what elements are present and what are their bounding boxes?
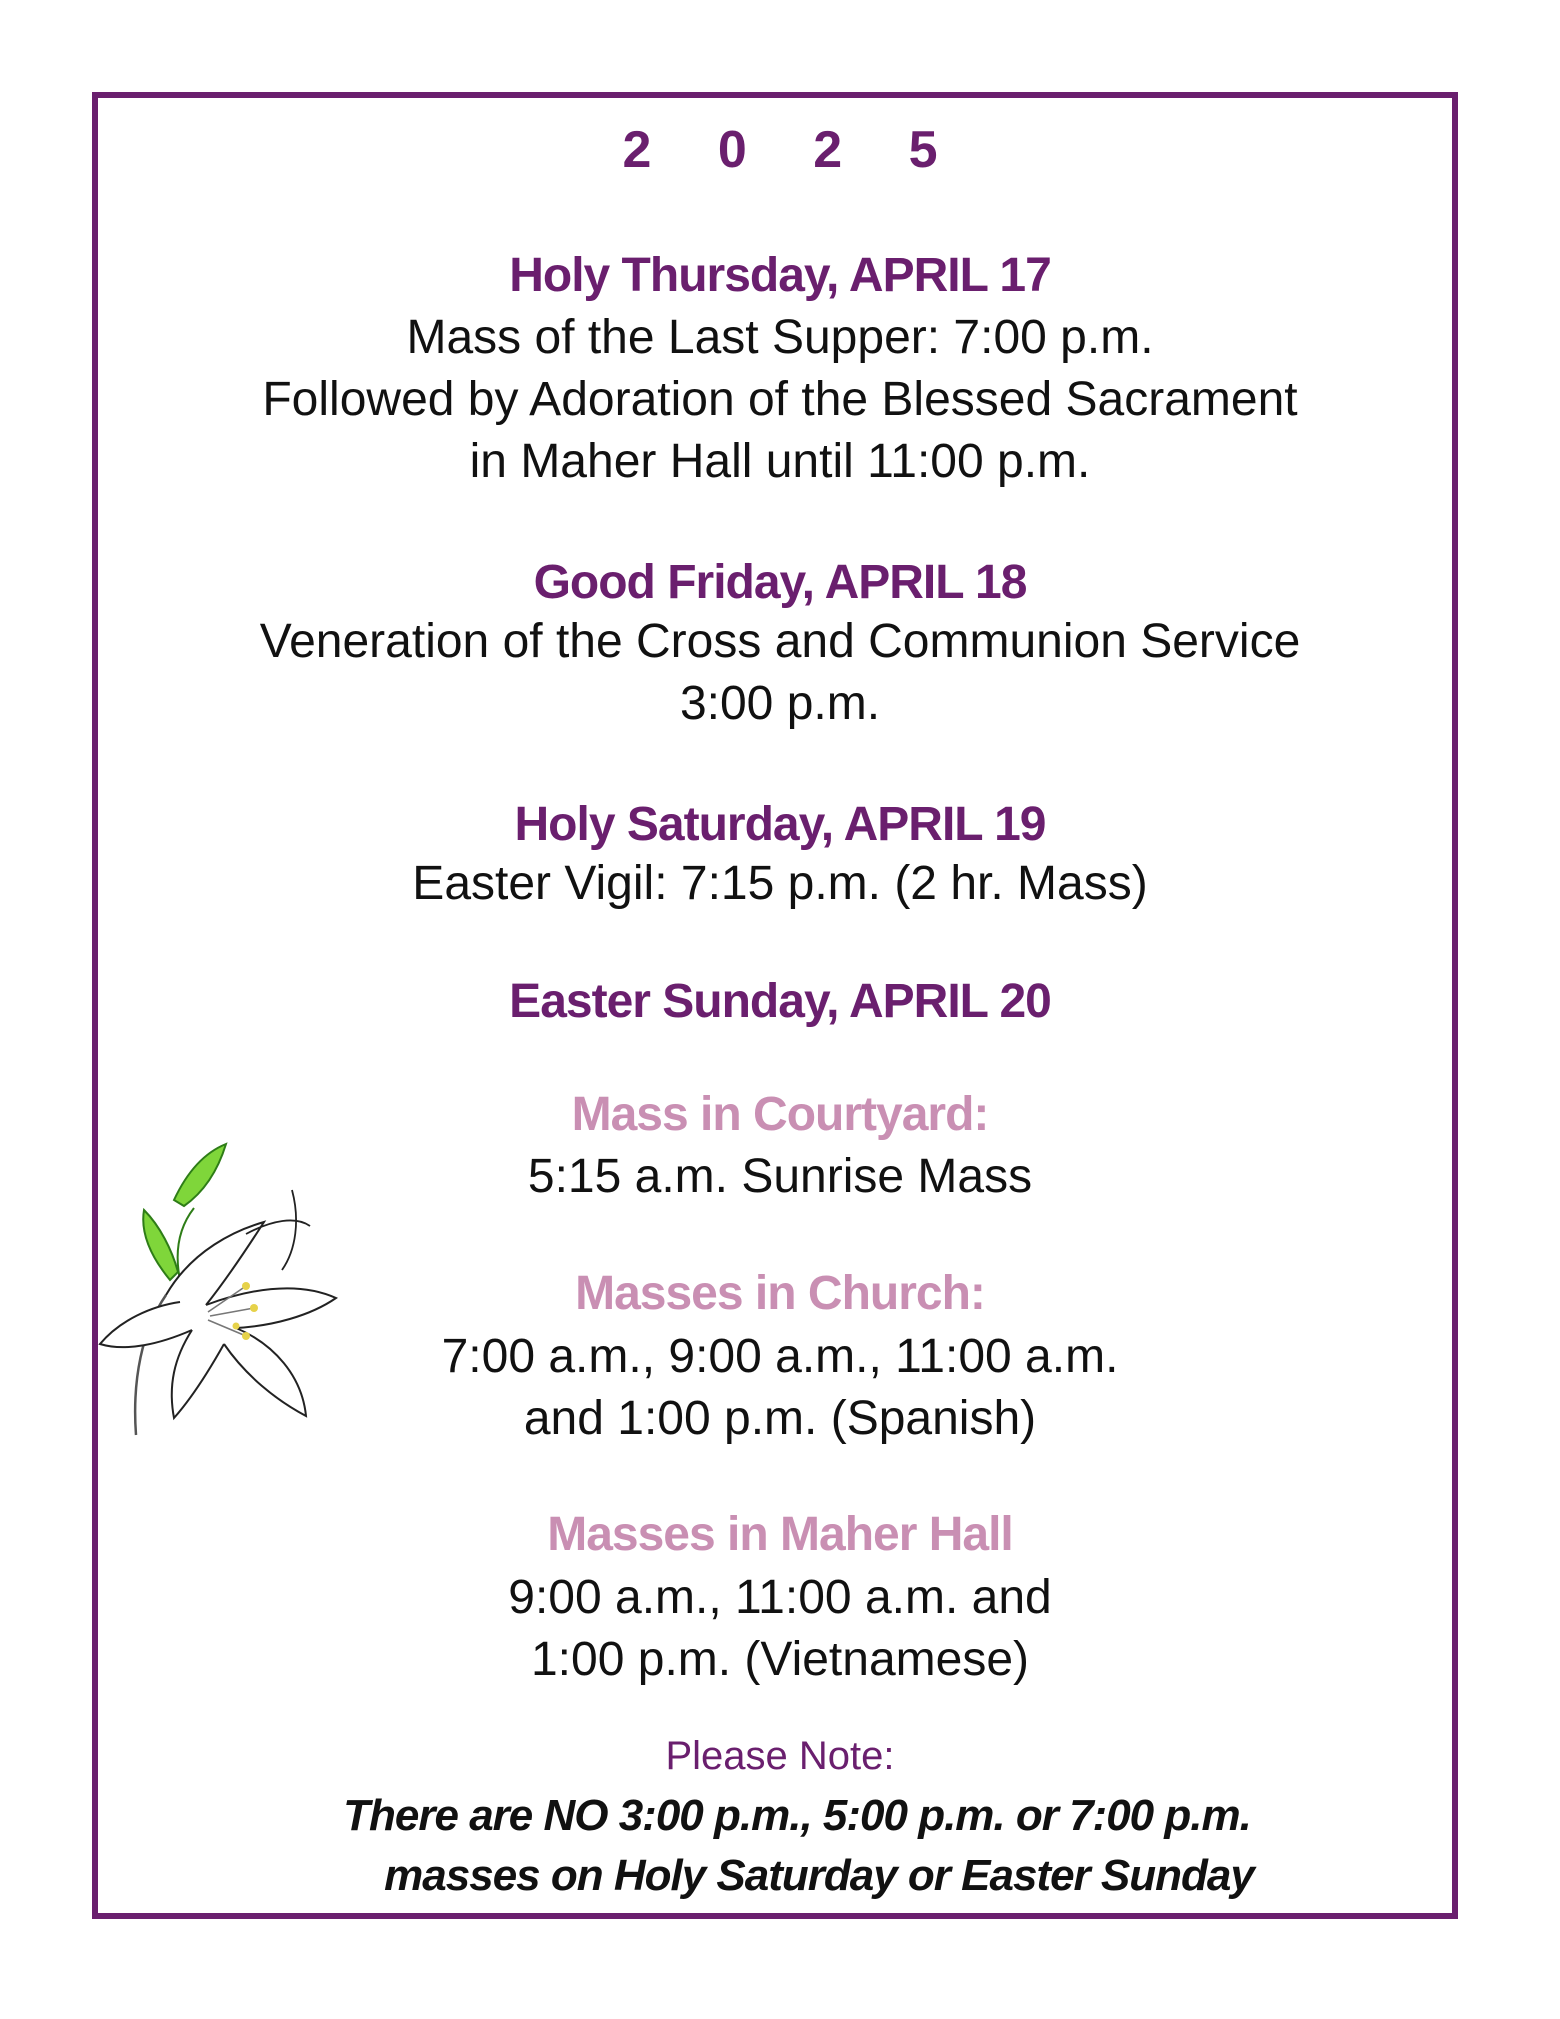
- note-heading: Please Note:: [665, 1734, 895, 1778]
- maher-hall-line: 1:00 p.m. (Vietnamese): [530, 1633, 1030, 1686]
- good-friday-line: Veneration of the Cross and Communion Service: [259, 615, 1301, 668]
- church-heading: Masses in Church:: [575, 1267, 985, 1320]
- easter-sunday-title: Easter Sunday, APRIL 20: [509, 975, 1051, 1028]
- note-line: There are NO 3:00 p.m., 5:00 p.m. or 7:00 p.m.: [343, 1791, 1251, 1840]
- holy-thursday-line: Mass of the Last Supper: 7:00 p.m.: [406, 311, 1154, 364]
- good-friday-line: 3:00 p.m.: [679, 677, 881, 730]
- maher-hall-line: 9:00 a.m., 11:00 a.m. and: [508, 1571, 1052, 1624]
- good-friday-title: Good Friday, APRIL 18: [533, 556, 1027, 609]
- holy-thursday-line: in Maher Hall until 11:00 p.m.: [469, 435, 1091, 488]
- year-heading: 2 0 2 5: [622, 121, 964, 179]
- holy-thursday-line: Followed by Adoration of the Blessed Sacrament: [262, 373, 1298, 426]
- courtyard-heading: Mass in Courtyard:: [571, 1088, 989, 1141]
- holy-saturday-title: Holy Saturday, APRIL 19: [514, 798, 1046, 851]
- holy-thursday-title: Holy Thursday, APRIL 17: [509, 249, 1051, 302]
- lily-flower-icon: [96, 1130, 356, 1450]
- courtyard-line: 5:15 a.m. Sunrise Mass: [527, 1150, 1033, 1203]
- maher-hall-heading: Masses in Maher Hall: [547, 1508, 1013, 1561]
- church-line: 7:00 a.m., 9:00 a.m., 11:00 a.m.: [441, 1330, 1119, 1383]
- note-line: masses on Holy Saturday or Easter Sunday: [384, 1851, 1254, 1900]
- church-line: and 1:00 p.m. (Spanish): [523, 1392, 1037, 1445]
- holy-saturday-line: Easter Vigil: 7:15 p.m. (2 hr. Mass): [412, 857, 1148, 910]
